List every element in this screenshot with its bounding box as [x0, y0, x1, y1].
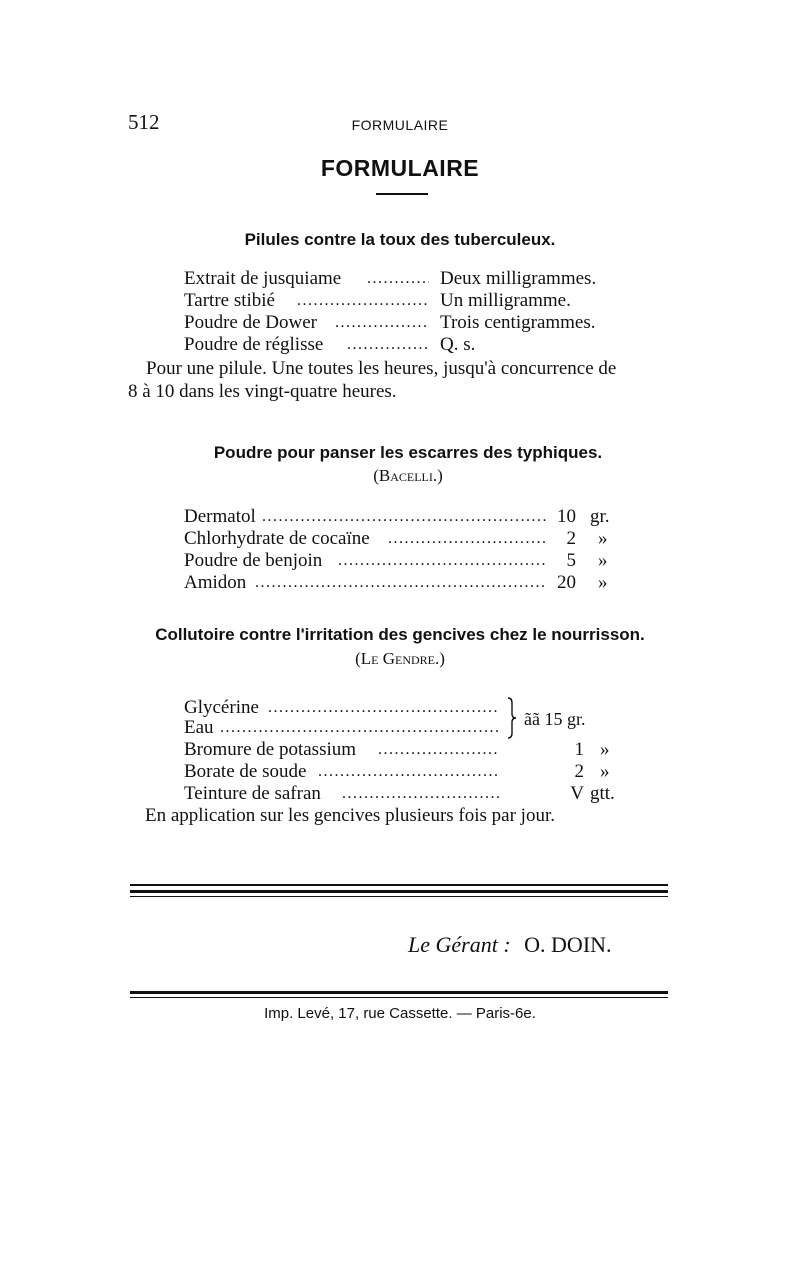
dot-leader [268, 697, 500, 719]
dot-leader [318, 761, 500, 783]
imprint: Imp. Levé, 17, rue Cassette. — Paris-6e. [264, 1005, 536, 1022]
section-author: (Le Gendre.) [355, 649, 445, 668]
ingredient-quantity: 10 [557, 506, 576, 527]
divider [130, 997, 668, 998]
ingredient-quantity: 2 [566, 528, 576, 549]
ingredient-name: Eau [184, 717, 214, 738]
ingredient-unit: » [598, 528, 608, 549]
title-underline [376, 193, 428, 195]
ingredient-quantity: 2 [574, 761, 584, 782]
ingredient-unit: » [600, 739, 610, 760]
dot-leader [335, 312, 429, 334]
ingredient-quantity: V [570, 783, 584, 804]
ingredient-name: Borate de soude [184, 761, 307, 782]
section-title: Collutoire contre l'irritation des gencives chez le nourrisson. [155, 625, 645, 644]
ingredient-quantity: 1 [574, 739, 584, 760]
dot-leader [342, 783, 500, 805]
section-title: Pilules contre la toux des tuberculeux. [244, 230, 556, 249]
ingredient-name: Poudre de benjoin [184, 550, 323, 571]
ingredient-unit: gtt. [590, 783, 615, 804]
ingredient-unit: » [600, 761, 610, 782]
ingredient-unit: » [598, 572, 608, 593]
ingredient-name: Poudre de Dower [184, 312, 317, 333]
dot-leader [220, 717, 500, 739]
manager-name: O. DOIN. [524, 932, 612, 957]
divider [130, 896, 668, 897]
section-author: (Bacelli.) [373, 466, 443, 485]
brace-icon [505, 697, 517, 739]
ingredient-name: Teinture de safran [184, 783, 321, 804]
ingredient-name: Extrait de jusquiame [184, 268, 342, 289]
ingredient-amount: Deux milligrammes. [440, 268, 597, 289]
dot-leader [262, 506, 546, 528]
manager-label: Le Gérant : [408, 932, 511, 957]
instructions-line: En application sur les gencives plusieurs fois par jour. [145, 805, 555, 826]
page-number: 512 [128, 110, 160, 134]
ingredient-unit: gr. [590, 506, 610, 527]
divider [130, 991, 668, 994]
ingredient-amount: Trois centigrammes. [440, 312, 596, 333]
ingredient-quantity: 20 [557, 572, 576, 593]
ingredient-name: Amidon [184, 572, 247, 593]
ingredient-unit: » [598, 550, 608, 571]
dot-leader [297, 290, 429, 312]
instructions-line: 8 à 10 dans les vingt-quatre heures. [128, 381, 397, 402]
ingredient-name: Bromure de potassium [184, 739, 357, 760]
divider [130, 884, 668, 886]
brace-amount: ãã 15 gr. [524, 709, 586, 729]
instructions-line: Pour une pilule. Une toutes les heures, jusqu'à concurrence de [146, 358, 617, 379]
divider [130, 890, 668, 893]
ingredient-name: Tartre stibié [184, 290, 275, 311]
page-title: FORMULAIRE [320, 155, 480, 181]
manager-signature [408, 932, 612, 958]
section-title: Poudre pour panser les escarres des typhiques. [213, 443, 603, 462]
dot-leader [338, 550, 546, 572]
ingredient-name: Glycérine [184, 697, 259, 718]
dot-leader [255, 572, 546, 594]
dot-leader [347, 334, 429, 356]
ingredient-name: Poudre de réglisse [184, 334, 324, 355]
ingredient-amount: Un milligramme. [440, 290, 571, 311]
ingredient-name: Chlorhydrate de cocaïne [184, 528, 370, 549]
ingredient-quantity: 5 [566, 550, 576, 571]
ingredient-name: Dermatol [184, 506, 256, 527]
ingredient-amount: Q. s. [440, 334, 476, 355]
dot-leader [378, 739, 500, 761]
dot-leader [367, 268, 429, 290]
running-title: FORMULAIRE [351, 117, 449, 133]
dot-leader [388, 528, 546, 550]
